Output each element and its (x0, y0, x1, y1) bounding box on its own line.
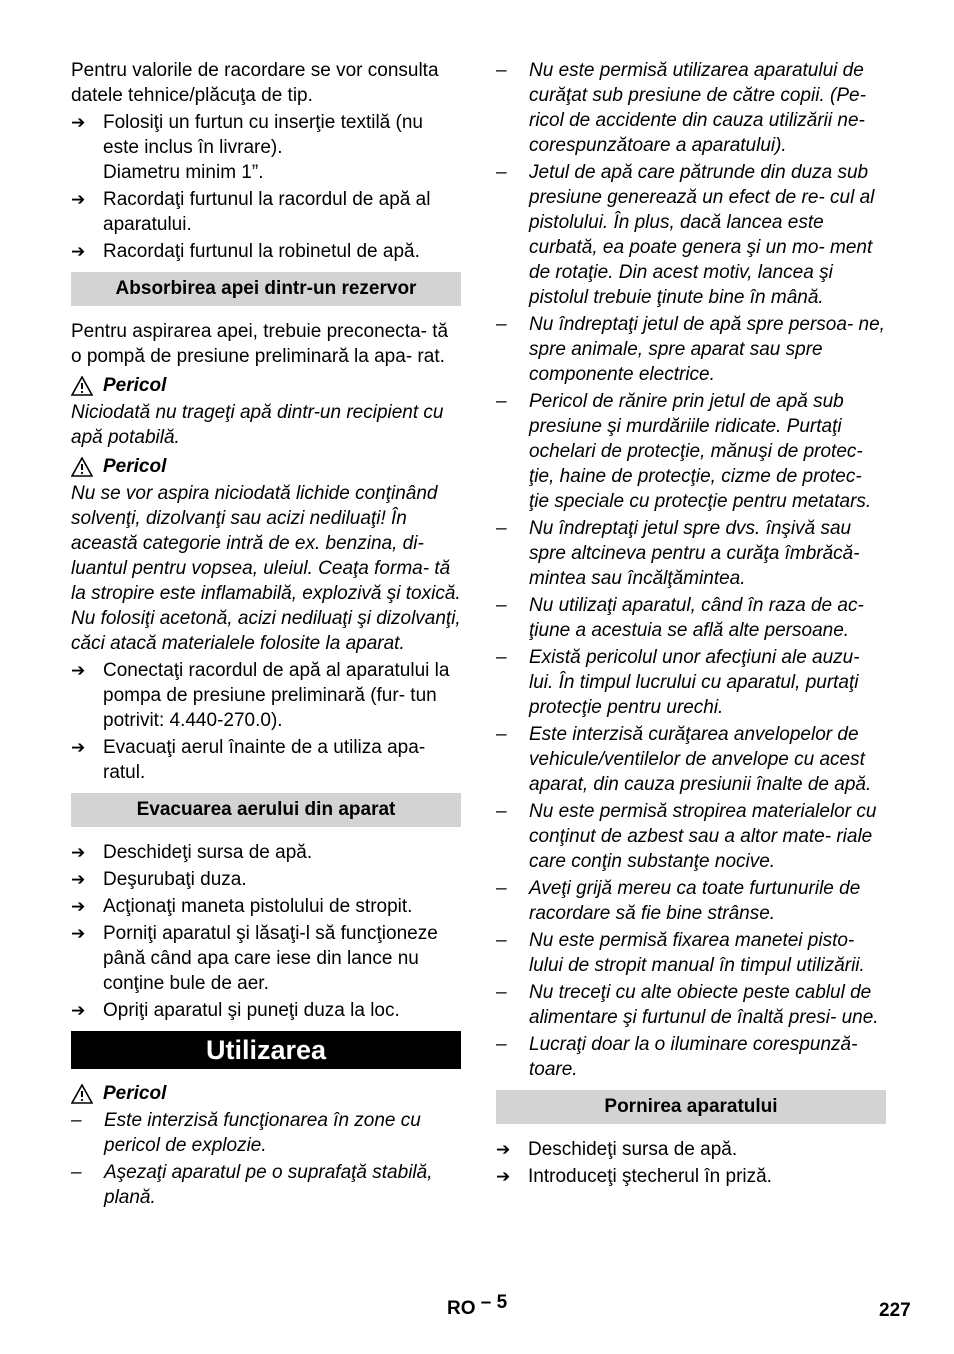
list-item (71, 658, 461, 733)
list-item (496, 928, 886, 978)
dash-bullet: – (496, 162, 507, 183)
dash-text: Nu treceţi cu alte obiecte peste cablul de alimentare şi furtunul de înaltă presi- une. (529, 982, 879, 1028)
page-number: 227 (879, 1300, 911, 1321)
warning-triangle-icon (71, 457, 93, 477)
arrow-right-icon: ➔ (71, 843, 86, 862)
dash-bullet: – (496, 595, 507, 616)
list-item (496, 593, 886, 643)
section-heading: Pornirea aparatului (496, 1090, 886, 1124)
dash-text: Este interzisă curăţarea anvelopelor de vehicule/ventilelor de anvelope cu acest aparat, din cauza presiunii înalte de apă. (529, 724, 872, 795)
dash-text: Aveţi grijă mereu ca toate furtunurile de racordare să fie bine strânse. (529, 878, 861, 924)
section-heading: Absorbirea apei dintr-un rezervor (71, 272, 461, 306)
list-item (496, 980, 886, 1030)
dash-bullet: – (496, 60, 507, 81)
step-text: Racordaţi furtunul la robinetul de apă. (103, 241, 420, 262)
dash-text: Există pericolul unor afecţiuni ale auzu- lui. În timpul lucrului cu aparatul, purtaţi protecţie pentru urechi. (529, 647, 860, 718)
list-item (496, 1137, 886, 1162)
warning-text: Niciodată nu trageţi apă dintr-un recipient cu apă potabilă. (71, 402, 444, 448)
step-note: Diametru minim 1”. (103, 162, 264, 183)
arrow-right-icon: ➔ (496, 1167, 511, 1186)
warning-triangle-icon (71, 376, 93, 396)
dash-text: Nu îndreptaţi jetul spre dvs. înşivă sau spre altcineva pentru a curăţa îmbrăcă- mintea sau încălţămintea. (529, 518, 860, 589)
dash-bullet: – (496, 878, 507, 899)
dash-bullet: – (496, 518, 507, 539)
list-item (496, 312, 886, 387)
warning-title: Pericol (103, 375, 167, 396)
list-item (496, 722, 886, 797)
list-item (496, 645, 886, 720)
list-item (71, 998, 461, 1023)
dash-text: Nu este permisă utilizarea aparatului de curăţat sub presiune de către copii. (Pe- ricol de accidente din cauza utilizării ne- corespunzătoare a aparatului). (529, 60, 866, 156)
section-page: – 5 (480, 1292, 508, 1313)
list-item (71, 239, 461, 264)
step-text: Folosiţi un furtun cu inserţie textilă (nu este inclus în livrare). (103, 112, 423, 158)
arrow-right-icon: ➔ (71, 924, 86, 943)
dash-bullet: – (496, 724, 507, 745)
chapter-heading: Utilizarea (71, 1031, 461, 1069)
step-text: Racordaţi furtunul la racordul de apă al aparatului. (103, 189, 431, 235)
step-text: Evacuaţi aerul înainte de a utiliza apa- ratul. (103, 737, 426, 783)
step-text: Deschideţi sursa de apă. (103, 842, 313, 863)
list-item (71, 921, 461, 996)
list-item (496, 58, 886, 158)
step-text: Porniţi aparatul şi lăsaţi-l să funcţioneze până când apa care iese din lance nu conţine bule de aer. (103, 923, 438, 994)
list-item (496, 1164, 886, 1189)
right-column (496, 58, 886, 1191)
dash-bullet: – (496, 930, 507, 951)
dash-text: Lucraţi doar la o iluminare corespunză- toare. (529, 1034, 858, 1080)
section-heading: Evacuarea aerului din aparat (71, 793, 461, 827)
list-item (496, 389, 886, 514)
warning-triangle-icon (71, 1084, 93, 1104)
step-text: Deschideţi sursa de apă. (528, 1139, 738, 1160)
warning-label (71, 1081, 461, 1106)
warning-text: Nu se vor aspira niciodată lichide conţinând solvenţi, dizolvanţi sau acizi nediluaţi! În această categorie intră de ex. benzina, di- luantul pentru vopsea, uleiul. Ceaţa forma- tă la stropire este inflamabilă, explozivă şi toxică. Nu folosiţi acetonă, acizi nediluaţi şi dizolvanţi, căci atacă materialele folosite la aparat. (71, 483, 461, 654)
left-column (71, 58, 461, 1212)
list-item (496, 876, 886, 926)
arrow-right-icon: ➔ (71, 190, 86, 209)
step-text: Opriţi aparatul şi puneţi duza la loc. (103, 1000, 400, 1021)
list-item (496, 799, 886, 874)
step-text: Acţionaţi maneta pistolului de stropit. (103, 896, 413, 917)
list-item (496, 160, 886, 310)
body-paragraph: Pentru aspirarea apei, trebuie preconecta- tă o pompă de presiune preliminară la apa- rat. (71, 321, 449, 367)
arrow-right-icon: ➔ (71, 897, 86, 916)
arrow-right-icon: ➔ (71, 738, 86, 757)
list-item (71, 867, 461, 892)
step-text: Deşurubaţi duza. (103, 869, 247, 890)
list-item (496, 1032, 886, 1082)
arrow-right-icon: ➔ (71, 870, 86, 889)
warning-label (71, 454, 461, 479)
arrow-right-icon: ➔ (71, 113, 86, 132)
list-item (71, 110, 461, 185)
step-text: Introduceţi ştecherul în priză. (528, 1166, 772, 1187)
dash-text: Pericol de rănire prin jetul de apă sub presiune şi murdăriile ridicate. Purtaţi ochelari de protecţie, mănuşi de protec- ţie, haine de protecţie, cizme de protec- ţie speciale cu protecţie pentru metatars. (529, 391, 872, 512)
list-item (71, 840, 461, 865)
dash-bullet: – (496, 391, 507, 412)
dash-text: Nu este permisă stropirea materialelor cu conţinut de azbest sau a altor mate- riale care conţin substanţe nocive. (529, 801, 877, 872)
list-item (71, 1160, 461, 1210)
warning-title: Pericol (103, 456, 167, 477)
list-item (71, 735, 461, 785)
dash-text: Este interzisă funcţionarea în zone cu pericol de explozie. (104, 1110, 421, 1156)
warning-title: Pericol (103, 1083, 167, 1104)
dash-bullet: – (496, 314, 507, 335)
dash-bullet: – (496, 982, 507, 1003)
arrow-right-icon: ➔ (71, 661, 86, 680)
step-text: Conectaţi racordul de apă al aparatului la pompa de presiune preliminară (fur- tun potrivit: 4.440-270.0). (103, 660, 450, 731)
arrow-right-icon: ➔ (496, 1140, 511, 1159)
footer-section (447, 1292, 508, 1321)
dash-bullet: – (496, 801, 507, 822)
list-item (71, 187, 461, 237)
section-code: RO (447, 1298, 476, 1319)
list-item (71, 894, 461, 919)
dash-text: Nu este permisă fixarea manetei pisto- lului de stropit manual în timpul utilizării. (529, 930, 865, 976)
dash-text: Nu îndreptaţi jetul de apă spre persoa- ne, spre animale, spre aparat sau spre componente electrice. (529, 314, 885, 385)
arrow-right-icon: ➔ (71, 1001, 86, 1020)
warning-label (71, 373, 461, 398)
dash-text: Jetul de apă care pătrunde din duza sub presiune generează un efect de re- cul al pistolului. În plus, dacă lancea este curbată, ea poate genera şi un mo- ment de rotaţie. Din acest motiv, lancea şi pistolul trebuie ţinute bine în mână. (529, 162, 875, 308)
dash-bullet: – (496, 647, 507, 668)
dash-text: Aşezaţi aparatul pe o suprafaţă stabilă, plană. (104, 1162, 433, 1208)
dash-text: Nu utilizaţi aparatul, când în raza de ac- ţiune a acestuia se află alte persoane. (529, 595, 864, 641)
intro-paragraph: Pentru valorile de racordare se vor consulta datele tehnice/plăcuţa de tip. (71, 60, 439, 106)
dash-bullet: – (496, 1034, 507, 1055)
list-item (496, 516, 886, 591)
dash-bullet: – (71, 1162, 82, 1183)
list-item (71, 1108, 461, 1158)
arrow-right-icon: ➔ (71, 242, 86, 261)
dash-bullet: – (71, 1110, 82, 1131)
